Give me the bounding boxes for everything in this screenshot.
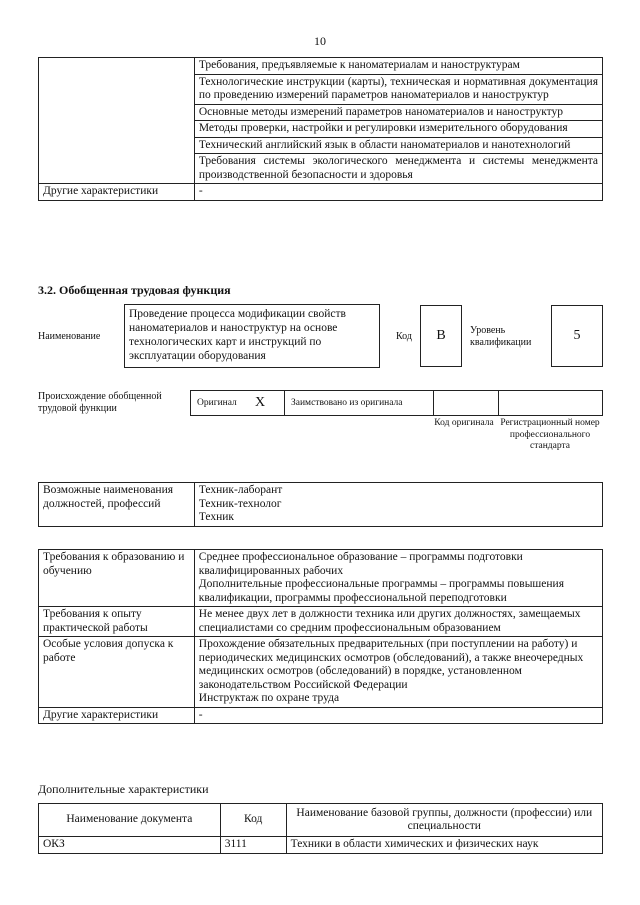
positions-values <box>194 483 602 527</box>
other-value: - <box>194 707 602 724</box>
code-value-box: B <box>420 305 462 367</box>
page-number: 10 <box>314 34 326 48</box>
original-mark: X <box>255 395 266 410</box>
knowledge-row: Требования, предъявляемые к наноматериалам и наноструктурам <box>194 58 602 75</box>
header-group: Наименование базовой группы, должности (профессии) или специальности <box>286 804 602 837</box>
section-title: 3.2. Обобщенная трудовая функция <box>38 283 231 297</box>
position-item: Техник-технолог <box>198 497 282 510</box>
origin-divider <box>433 391 434 415</box>
knowledge-row: Основные методы измерений параметров наноматериалов и наноструктур <box>194 104 602 121</box>
table-cell: 3111 <box>220 837 286 854</box>
level-value-box: 5 <box>551 305 603 367</box>
original-label: Оригинал <box>197 398 237 408</box>
other-characteristics-value: - <box>194 184 602 201</box>
admission-line: Прохождение обязательных предварительных (при поступлении на работу) и периодических медицинских осмотров (обследований), а также внеочередных медицинских осмотров (обследований) в порядке, установленном законодательством Российской Федерации <box>198 638 584 691</box>
experience-line: Не менее двух лет в должности техника или других должностях, замещаемых специалистами со средним профессиональным образованием <box>198 608 581 634</box>
origin-label: Происхождение обобщенной трудовой функции <box>38 391 162 414</box>
admission-values <box>194 637 602 708</box>
code-label: Код <box>396 331 412 342</box>
knowledge-row: Технологические инструкции (карты), техническая и нормативная документация по проведению измерений параметров наноматериалов и наноструктур <box>194 74 602 104</box>
education-line: Среднее профессиональное образование – программы подготовки квалифицированных рабочих <box>198 551 523 577</box>
level-label: Уровень квалификации <box>470 325 532 348</box>
knowledge-row: Технический английский язык в области наноматериалов и нанотехнологий <box>194 137 602 154</box>
additional-title: Дополнительные характеристики <box>38 782 209 796</box>
other-characteristics-label: Другие характеристики <box>39 184 195 201</box>
positions-label: Возможные наименования должностей, профессий <box>39 483 195 527</box>
education-label: Требования к образованию и обучению <box>39 550 195 607</box>
positions-table <box>38 482 603 527</box>
requirements-table <box>38 549 603 724</box>
borrowed-label: Заимствовано из оригинала <box>291 398 403 408</box>
name-label: Наименование <box>38 331 101 342</box>
knowledge-row: Методы проверки, настройки и регулировки измерительного оборудования <box>194 121 602 138</box>
origin-divider <box>498 391 499 415</box>
position-item: Техник-лаборант <box>198 484 283 496</box>
header-document: Наименование документа <box>39 804 221 837</box>
registration-note: Регистрационный номер профессионального стандарта <box>500 418 600 451</box>
additional-table <box>38 803 603 854</box>
knowledge-row: Требования системы экологического менеджмента и системы менеджмента производственной безопасности и здоровья <box>194 154 602 184</box>
experience-values <box>194 607 602 637</box>
origin-divider <box>284 391 285 415</box>
code-original-note: Код оригинала <box>434 418 494 428</box>
education-values <box>194 550 602 607</box>
header-code: Код <box>220 804 286 837</box>
education-line: Дополнительные профессиональные программы – программы повышения квалификации, программы профессиональной переподготовки <box>198 578 564 604</box>
experience-label: Требования к опыту практической работы <box>39 607 195 637</box>
knowledge-label-cell <box>39 58 195 184</box>
other-label: Другие характеристики <box>39 707 195 724</box>
table-cell: Техники в области химических и физических наук <box>286 837 602 854</box>
admission-label: Особые условия допуска к работе <box>39 637 195 708</box>
position-item: Техник <box>198 511 234 523</box>
table-cell: ОКЗ <box>39 837 221 854</box>
admission-line: Инструктаж по охране труда <box>198 692 340 704</box>
knowledge-table <box>38 57 603 201</box>
function-name-box: Проведение процесса модификации свойств наноматериалов и наноструктур на основе технологических карт и инструкций по эксплуатации оборудования <box>124 304 380 368</box>
origin-box <box>190 390 603 416</box>
